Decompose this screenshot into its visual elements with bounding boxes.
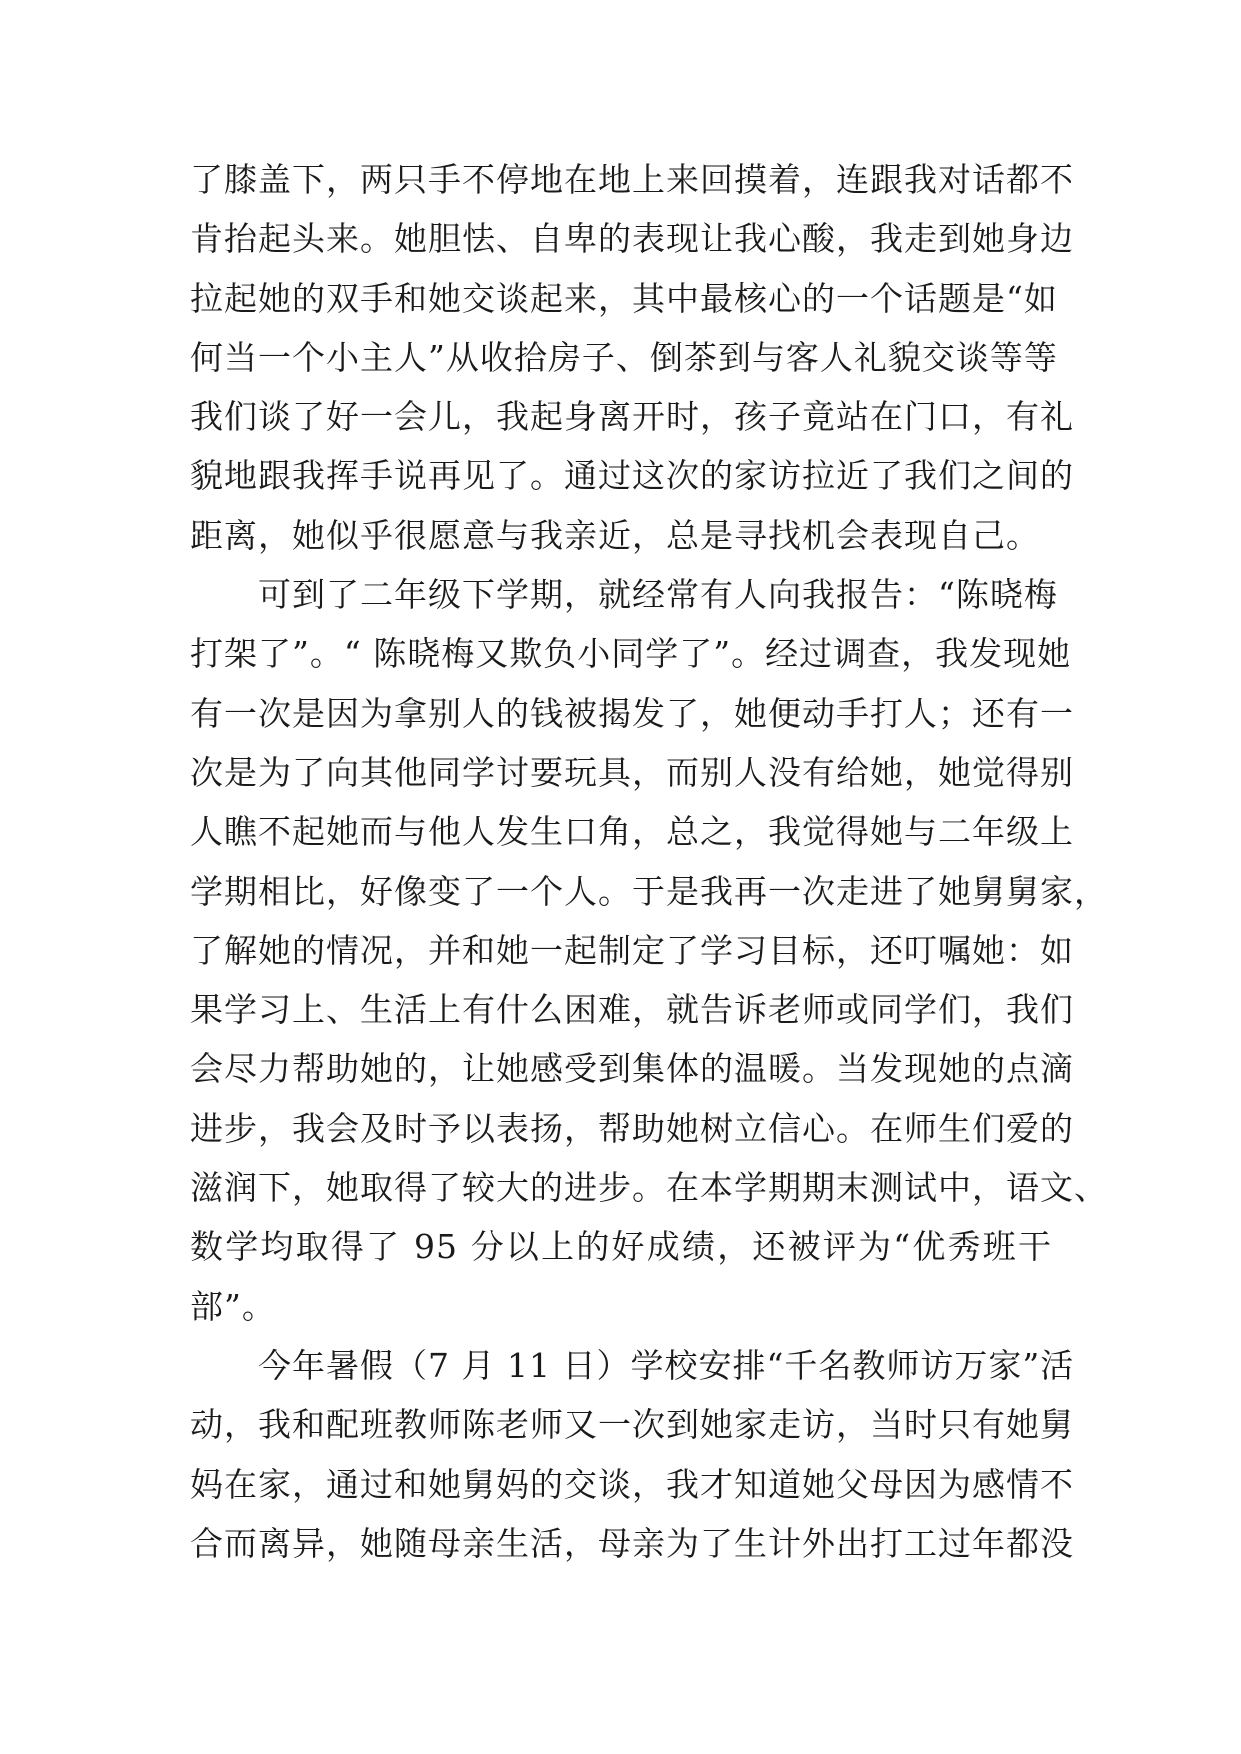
text-line: 拉起她的双手和她交谈起来，其中最核心的一个话题是“如: [190, 278, 1058, 318]
text-line: 数学均取得了 95 分以上的好成绩，还被评为“优秀班干: [190, 1227, 1052, 1267]
text-line: 人瞧不起她而与他人发生口角，总之，我觉得她与二年级上: [190, 812, 1074, 852]
text-line: 何当一个小主人”从收拾房子、倒茶到与客人礼貌交谈等等: [190, 337, 1058, 377]
text-line: 有一次是因为拿别人的钱被揭发了，她便动手打人；还有一: [190, 693, 1074, 733]
text-line: 妈在家，通过和她舅妈的交谈，我才知道她父母因为感情不: [190, 1464, 1074, 1504]
text-line: 学期相比，好像变了一个人。于是我再一次走进了她舅舅家，: [190, 871, 1108, 911]
text-line: 可到了二年级下学期，就经常有人向我报告：“陈晓梅: [258, 575, 1058, 615]
text-line: 合而离异，她随母亲生活，母亲为了生计外出打工过年都没: [190, 1523, 1074, 1563]
text-line: 部”。: [190, 1286, 276, 1326]
text-line: 果学习上、生活上有什么困难，就告诉老师或同学们，我们: [190, 990, 1074, 1030]
text-line: 会尽力帮助她的，让她感受到集体的温暖。当发现她的点滴: [190, 1049, 1074, 1089]
text-line: 距离，她似乎很愿意与我亲近，总是寻找机会表现自己。: [190, 515, 1040, 555]
text-line: 了膝盖下，两只手不停地在地上来回摸着，连跟我对话都不: [190, 160, 1074, 199]
text-line: 貌地跟我挥手说再见了。通过这次的家访拉近了我们之间的: [190, 456, 1074, 496]
text-line: 打架了”。“ 陈晓梅又欺负小同学了”。经过调查，我发现她: [190, 634, 1072, 674]
text-line: 今年暑假（7 月 11 日）学校安排“千名教师访万家”活: [258, 1345, 1075, 1385]
text-line: 次是为了向其他同学讨要玩具，而别人没有给她，她觉得别: [190, 752, 1074, 792]
text-line: 我们谈了好一会儿，我起身离开时，孩子竟站在门口，有礼: [190, 397, 1074, 437]
text-line: 肯抬起头来。她胆怯、自卑的表现让我心酸，我走到她身边: [190, 219, 1074, 259]
text-line: 进步，我会及时予以表扬，帮助她树立信心。在师生们爱的: [190, 1108, 1074, 1148]
text-line: 了解她的情况，并和她一起制定了学习目标，还叮嘱她：如: [190, 930, 1074, 970]
body-text: [190, 150, 1108, 1573]
text-line: 动，我和配班教师陈老师又一次到她家走访，当时只有她舅: [190, 1405, 1074, 1445]
text-line: 滋润下，她取得了较大的进步。在本学期期末测试中，语文、: [190, 1168, 1108, 1208]
